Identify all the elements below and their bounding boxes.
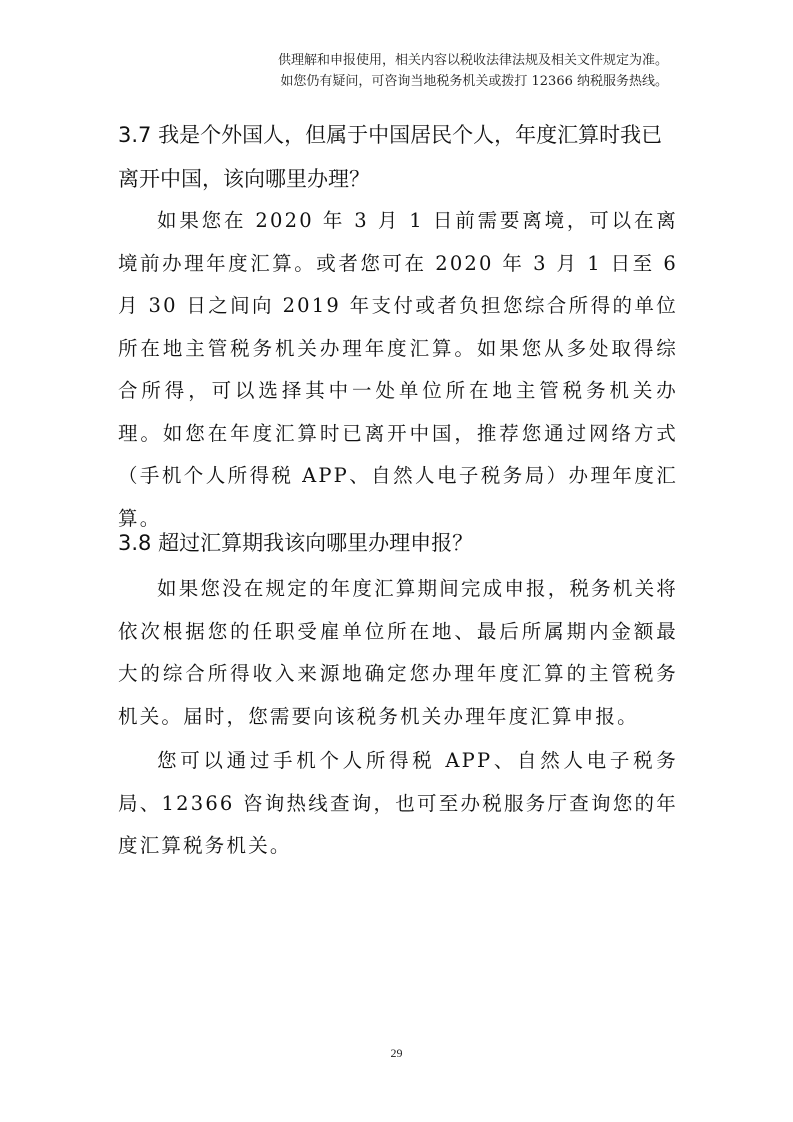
header-disclaimer [188,50,668,92]
section-heading-3-7: 3.7 我是个外国人，但属于中国居民个人，年度汇算时我已离开中国，该向哪里办理？ [118,123,663,191]
section-heading-3-8: 3.8 超过汇算期我该向哪里办理申报？ [118,531,474,555]
page-number: 29 [390,1046,403,1060]
header-disclaimer-line-2: 如您仍有疑问，可咨询当地税务机关或拨打 12366 纳税服务热线。 [280,74,668,89]
section-3-7-paragraph-1: 如果您在 2020 年 3 月 1 日前需要离境，可以在离境前办理年度汇算。或者您可在 2020 年 3 月 1 日至 6 月 30 日之间向 2019 年支付或者负担您综合所得的单位所在地主管税务机关办理年度汇算。如果您从多处取得综合所得，可以选择其中一处单位所在地主管税务机关办理。如您在年度汇算时已离开中国，推荐您通过网络方式（手机个人所得税 APP、自然人电子税务局）办理年度汇算。 [118,209,678,530]
header-disclaimer-line-1: 供理解和申报使用，相关内容以税收法律法规及相关文件规定为准。 [277,53,668,68]
section-3-8-paragraph-2: 您可以通过手机个人所得税 APP、自然人电子税务局、12366 咨询热线查询，也可至办税服务厅查询您的年度汇算税务机关。 [118,749,678,857]
section-3-8-paragraph-1: 如果您没在规定的年度汇算期间完成申报，税务机关将依次根据您的任职受雇单位所在地、最后所属期内金额最大的综合所得收入来源地确定您办理年度汇算的主管税务机关。届时，您需要向该税务机关办理年度汇算申报。 [118,577,678,728]
